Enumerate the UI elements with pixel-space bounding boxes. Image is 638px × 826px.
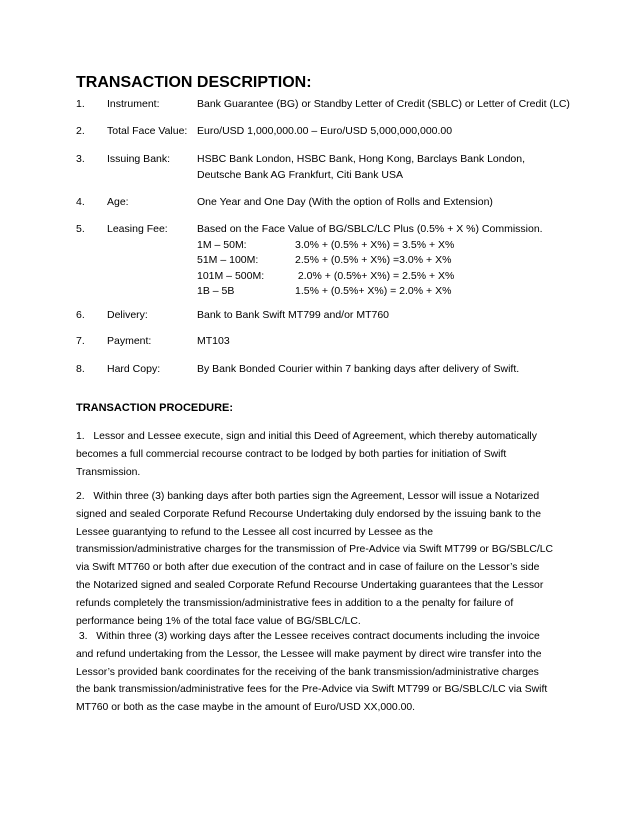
procedure-paragraph bbox=[76, 488, 556, 630]
item-label: Delivery: bbox=[107, 309, 148, 321]
procedure-paragraph bbox=[76, 628, 556, 717]
item-value-line: One Year and One Day (With the option of Rolls and Extension) bbox=[197, 196, 493, 208]
fee-row bbox=[197, 238, 543, 254]
item-value-line: MT103 bbox=[197, 335, 230, 347]
item-value bbox=[197, 97, 570, 113]
item-value-line: Bank to Bank Swift MT799 and/or MT760 bbox=[197, 309, 390, 321]
item-label: Age: bbox=[107, 196, 129, 208]
paragraph-line: Transmission. bbox=[76, 466, 141, 478]
item-value bbox=[197, 308, 389, 324]
fee-formula: 3.0% + (0.5% + X%) = 3.5% + X% bbox=[295, 238, 455, 251]
procedure-heading: TRANSACTION PROCEDURE: bbox=[76, 402, 234, 414]
fee-range: 1B – 5B bbox=[197, 285, 235, 297]
item-number: 7. bbox=[76, 335, 85, 347]
item-label: Leasing Fee: bbox=[107, 223, 168, 235]
item-value bbox=[197, 124, 452, 140]
item-label: Instrument: bbox=[107, 98, 160, 110]
item-value-line: Deutsche Bank AG Frankfurt, Citi Bank USA bbox=[197, 168, 404, 181]
fee-range: 1M – 50M: bbox=[197, 238, 247, 251]
item-number: 6. bbox=[76, 309, 85, 321]
item-value bbox=[197, 222, 543, 300]
fee-row bbox=[197, 253, 543, 269]
item-number: 1. bbox=[76, 98, 85, 110]
item-label: Issuing Bank: bbox=[107, 153, 171, 165]
item-number: 3. bbox=[76, 153, 85, 165]
item-value-line: HSBC Bank London, HSBC Bank, Hong Kong, Barclays Bank London, bbox=[197, 153, 526, 165]
paragraph-line: refunds completely the transmission/administrative fees in addition to a the penalty for failure of bbox=[76, 597, 514, 609]
paragraph-line: transmission/administrative charges for the transmission of Pre-Advice via Swift MT799 or BG/SBLC/LC bbox=[76, 544, 553, 556]
fee-row bbox=[197, 284, 543, 300]
paragraph-line: MT760 or both as the case maybe in the amount of Euro/USD XX,000.00. bbox=[76, 702, 416, 714]
paragraph-line: 2. Within three (3) banking days after both parties sign the Agreement, Lessor will issue a Notarized bbox=[76, 491, 540, 502]
fee-formula: 1.5% + (0.5%+ X%) = 2.0% + X% bbox=[295, 285, 452, 297]
fee-formula: 2.0% + (0.5%+ X%) = 2.5% + X% bbox=[295, 269, 455, 282]
paragraph-line: performance being 1% of the total face value of BG/SBLC/LC. bbox=[76, 615, 361, 627]
paragraph-line: the Notarized signed and sealed Corporate Refund Recourse Undertaking guarantees that the Lessor bbox=[76, 579, 544, 591]
paragraph-line: Lessee guarantying to refund to the Lessee all cost incurred by Lessee as the bbox=[76, 526, 433, 538]
item-label: Total Face Value: bbox=[107, 125, 188, 137]
procedure-paragraph bbox=[76, 428, 556, 481]
item-value-line: By Bank Bonded Courier within 7 banking days after delivery of Swift. bbox=[197, 363, 520, 375]
item-number: 2. bbox=[76, 125, 85, 137]
paragraph-line: 1. Lessor and Lessee execute, sign and initial this Deed of Agreement, which thereby automatically bbox=[76, 431, 537, 442]
paragraph-line: becomes a full commercial recourse contract to be lodged by both parties for initiation of Swift bbox=[76, 448, 507, 460]
item-value-line: Euro/USD 1,000,000.00 – Euro/USD 5,000,000,000.00 bbox=[197, 125, 453, 137]
item-number: 4. bbox=[76, 196, 85, 208]
item-label: Payment: bbox=[107, 335, 152, 347]
item-label: Hard Copy: bbox=[107, 363, 161, 375]
fee-formula: 2.5% + (0.5% + X%) =3.0% + X% bbox=[295, 254, 452, 266]
paragraph-line: signed and sealed Corporate Refund Recourse Undertaking duly endorsed by the issuing bank to the bbox=[76, 508, 541, 520]
item-number: 5. bbox=[76, 223, 85, 235]
item-value bbox=[197, 334, 230, 350]
paragraph-line: the bank transmission/administrative fees for the Pre-Advice via Swift MT799 or BG/SBLC/LC via Swift bbox=[76, 684, 548, 696]
item-value-line: Bank Guarantee (BG) or Standby Letter of Credit (SBLC) or Letter of Credit (LC) bbox=[197, 98, 570, 110]
paragraph-line: 3. Within three (3) working days after the Lessee receives contract documents including the invoice bbox=[76, 631, 540, 642]
paragraph-line: Lessor’s provided bank coordinates for the receiving of the bank transmission/administrative charges bbox=[76, 666, 539, 678]
page-title: TRANSACTION DESCRIPTION: bbox=[76, 74, 312, 91]
fee-range: 51M – 100M: bbox=[197, 254, 259, 266]
item-value bbox=[197, 195, 493, 211]
paragraph-line: and refund undertaking from the Lessor, the Lessee will make payment by direct wire transfer into the bbox=[76, 648, 542, 660]
fee-row bbox=[197, 269, 543, 285]
item-value bbox=[197, 152, 525, 183]
item-value-line: Based on the Face Value of BG/SBLC/LC Plus (0.5% + X %) Commission. bbox=[197, 223, 543, 235]
paragraph-line: via Swift MT760 or both after due execution of the contract and in case of failure on the Lessor’s side bbox=[76, 562, 540, 574]
item-value bbox=[197, 362, 519, 378]
item-number: 8. bbox=[76, 363, 85, 375]
fee-range: 101M – 500M: bbox=[197, 269, 265, 282]
